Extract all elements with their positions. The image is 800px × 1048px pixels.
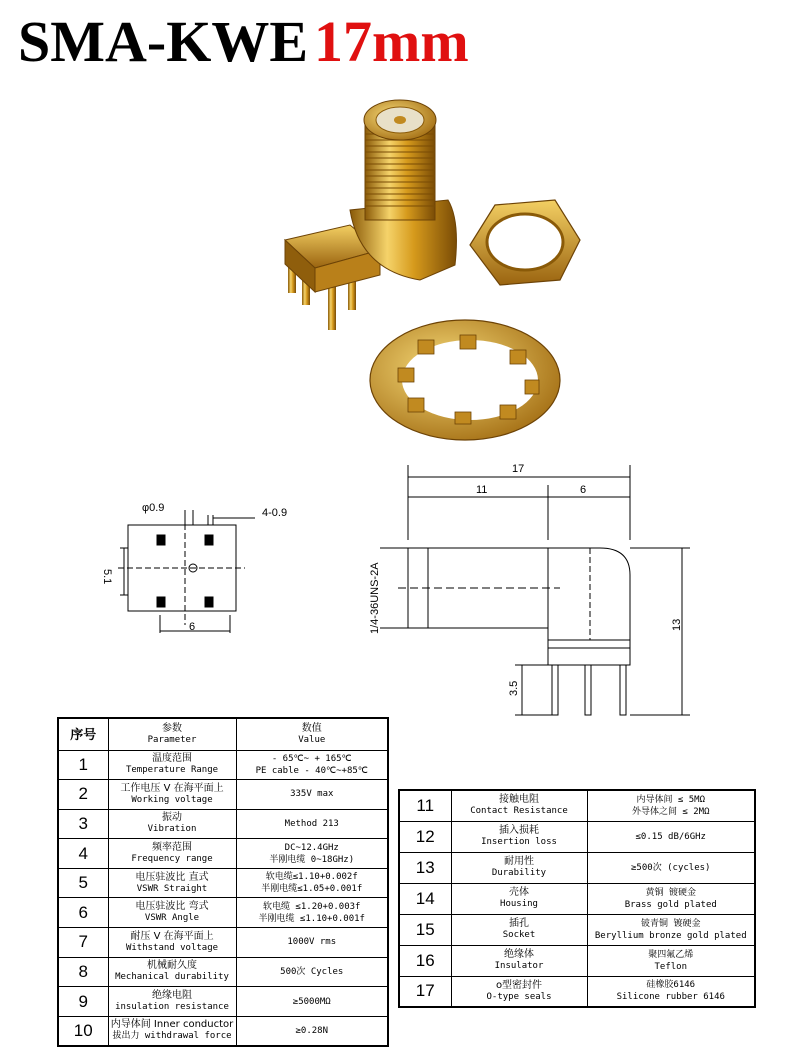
row-parameter: 温度范围 Temperature Range [108,750,236,780]
row-value: - 65℃~ + 165℃ PE cable - 40℃~+85℃ [236,750,388,780]
front-view-drawing [118,510,255,633]
table-row [399,976,755,1007]
table-row [58,780,388,810]
row-number: 17 [399,976,451,1007]
row-parameter: 绝缘电阻 insulation resistance [108,987,236,1017]
row-parameter: 内导体间 Inner conductor 拔出力 withdrawal force [108,1016,236,1046]
header-value: 数值 Value [236,718,388,750]
table-row [399,852,755,883]
row-number: 4 [58,839,108,869]
row-number: 14 [399,883,451,914]
table-row [58,987,388,1017]
row-parameter: 接触电阻 Contact Resistance [451,790,587,821]
row-value: ≥5000MΩ [236,987,388,1017]
side-view-drawing [380,465,690,715]
row-value: 软电缆 ≤1.20+0.003f 半刚电缆 ≤1.10+0.001f [236,898,388,928]
row-parameter: 耐用性 Durability [451,852,587,883]
row-parameter: 振动 Vibration [108,809,236,839]
row-number: 2 [58,780,108,810]
table-header-row [58,718,388,750]
row-value: 软电缆≤1.10+0.002f 半刚电缆≤1.05+0.001f [236,868,388,898]
elbow-length-label: 6 [580,484,587,496]
row-value: 内导体间 ≤ 5MΩ 外导体之间 ≤ 2MΩ [587,790,755,821]
row-number: 11 [399,790,451,821]
row-value: 铍青铜 镀硬金 Beryllium bronze gold plated [587,914,755,945]
pin-pitch-label: 4-0.9 [262,507,288,519]
row-value: ≥0.28N [236,1016,388,1046]
row-value: ≤0.15 dB/6GHz [587,821,755,852]
table-row [58,868,388,898]
row-parameter: 电压驻波比 弯式 VSWR Angle [108,898,236,928]
row-number: 13 [399,852,451,883]
header-no: 序号 [58,718,108,750]
page-title [18,6,469,78]
table-row [399,914,755,945]
spec-table-right [398,789,756,1008]
table-row [399,790,755,821]
row-parameter: 插孔 Socket [451,914,587,945]
table-row [58,750,388,780]
row-value: 黄铜 镀硬金 Brass gold plated [587,883,755,914]
row-number: 5 [58,868,108,898]
row-parameter: 绝缘体 Insulator [451,945,587,976]
table-row [399,883,755,914]
total-length-label: 17 [512,463,525,475]
front-height-label: 5.1 [101,569,113,585]
table-row [399,821,755,852]
row-number: 7 [58,928,108,958]
row-value: ≥500次 (cycles) [587,852,755,883]
spec-table-left [57,717,389,1047]
overall-height-label: 13 [671,618,683,631]
row-parameter: 插入损耗 Insertion loss [451,821,587,852]
row-value: 500次 Cycles [236,957,388,987]
row-value: 硅橡胶6146 Silicone rubber 6146 [587,976,755,1007]
row-number: 3 [58,809,108,839]
title-size: 17mm [314,9,469,74]
row-parameter: 工作电压 V 在海平面上 Working voltage [108,780,236,810]
row-number: 6 [58,898,108,928]
row-parameter: 频率范围 Frequency range [108,839,236,869]
thread-spec-label: 1/4-36UNS-2A [369,562,381,634]
table-row [58,928,388,958]
table-row [58,809,388,839]
table-row [58,898,388,928]
header-parameter: 参数 Parameter [108,718,236,750]
row-parameter: 机械耐久度 Mechanical durability [108,957,236,987]
connector-illustration [285,100,580,440]
table-row [58,1016,388,1046]
row-parameter: 电压驻波比 直式 VSWR Straight [108,868,236,898]
row-number: 16 [399,945,451,976]
row-value: DC~12.4GHz 半刚电缆 0~18GHz) [236,839,388,869]
row-number: 1 [58,750,108,780]
body-length-label: 11 [476,484,488,496]
table-row [58,839,388,869]
row-value: Method 213 [236,809,388,839]
row-parameter: o型密封件 O-type seals [451,976,587,1007]
product-photo [270,80,590,460]
front-width-label: 6 [189,621,196,633]
row-value: 1000V rms [236,928,388,958]
title-model: SMA-KWE [18,9,308,74]
row-number: 12 [399,821,451,852]
pin-diameter-label: φ0.9 [142,502,165,514]
pin-length-label: 3.5 [508,680,520,696]
row-number: 15 [399,914,451,945]
table-row [399,945,755,976]
table-row [58,957,388,987]
row-value: 335V max [236,780,388,810]
row-number: 10 [58,1016,108,1046]
technical-drawing [0,455,800,720]
row-value: 聚四氟乙烯 Teflon [587,945,755,976]
row-parameter: 壳体 Housing [451,883,587,914]
row-parameter: 耐压 V 在海平面上 Withstand voltage [108,928,236,958]
row-number: 8 [58,957,108,987]
row-number: 9 [58,987,108,1017]
